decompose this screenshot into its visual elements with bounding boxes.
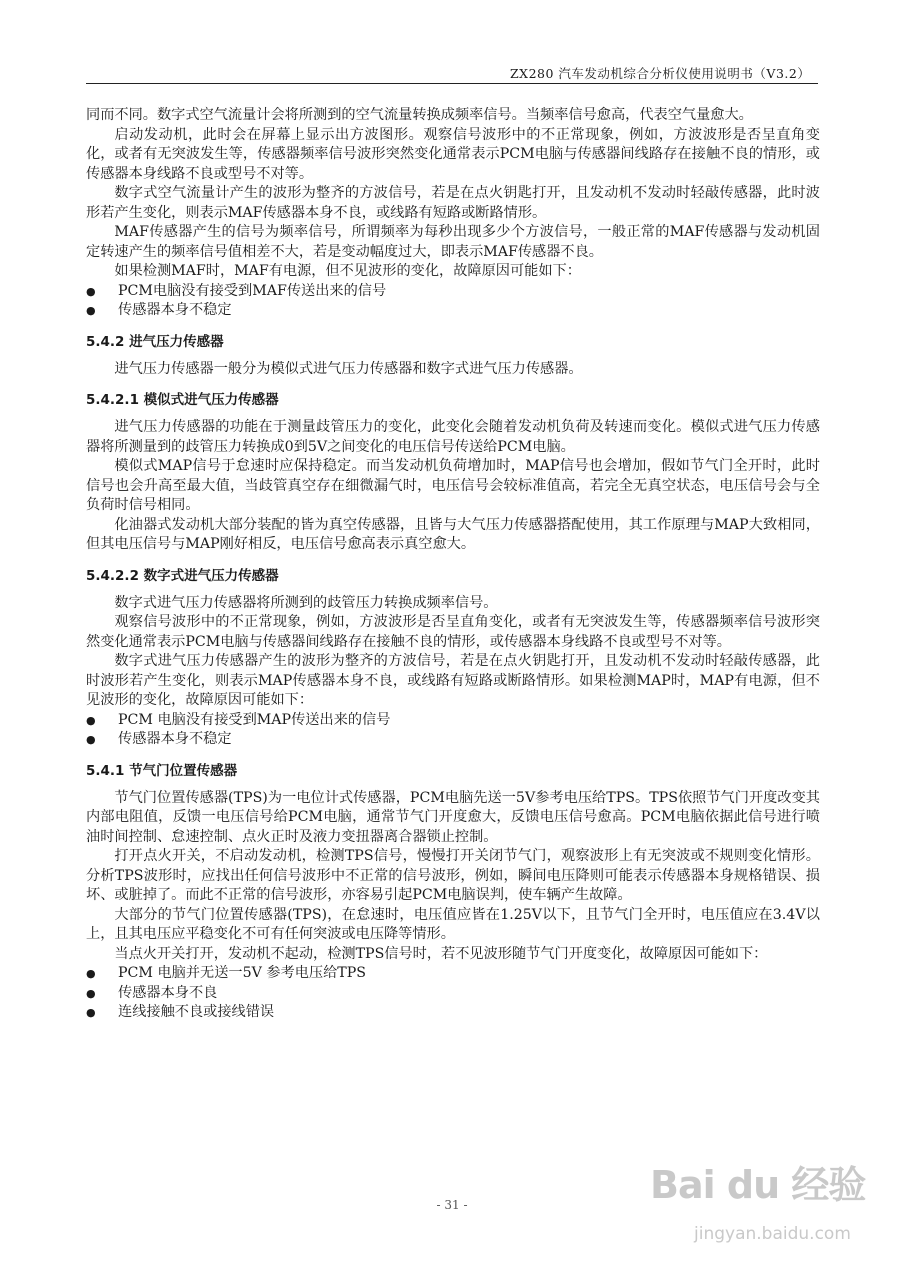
paragraph: MAF传感器产生的信号为频率信号，所谓频率为每秒出现多少个方波信号，一般正常的MAF传感器与发动机固定转速产生的频率信号值相差不大，若是变动幅度过大，即表示MAF传感器不良。 — [86, 224, 820, 260]
running-header: ZX280 汽车发动机综合分析仪使用说明书（V3.2） — [510, 66, 811, 81]
bullet-dot-icon: ● — [86, 304, 96, 317]
document-body — [86, 106, 820, 1023]
bullet-item — [86, 964, 820, 984]
header-rule — [86, 83, 818, 84]
bullet-dot-icon: ● — [86, 986, 96, 1000]
paragraph: 数字式进气压力传感器产生的波形为整齐的方波信号，若是在点火钥匙打开，且发动机不发动时轻敲传感器，此时波形若产生变化，则表示MAP传感器本身不良，或线路有短路或断路情形。如果检测MAP时，MAP有电源，但不见波形的变化，故障原因可能如下： — [86, 653, 820, 708]
bullet-text: PCM 电脑并无送一5V 参考电压给TPS — [118, 965, 367, 981]
bullet-dot-icon: ● — [86, 713, 96, 727]
section-heading: 5.4.1 节气门位置传感器 — [86, 762, 238, 779]
paragraph: 数字式空气流量计产生的波形为整齐的方波信号，若是在点火钥匙打开，且发动机不发动时轻敲传感器，此时波形若产生变化，则表示MAF传感器本身不良，或线路有短路或断路情形。 — [86, 185, 820, 221]
bullet-text: 传感器本身不良 — [118, 984, 218, 1001]
bullet-item — [86, 282, 820, 302]
bullet-text: 传感器本身不稳定 — [118, 302, 232, 318]
bullet-dot-icon: ● — [86, 967, 96, 980]
paragraph: 大部分的节气门位置传感器(TPS)，在怠速时，电压值应皆在1.25V以下，且节气门全开时，电压值应在3.4V以上，且其电压应平稳变化不可有任何突波或电压降等情形。 — [86, 906, 820, 942]
bullet-item — [86, 1003, 820, 1023]
bullet-text: 传感器本身不稳定 — [118, 731, 232, 747]
paragraph: 打开点火开关，不启动发动机，检测TPS信号，慢慢打开关闭节气门，观察波形上有无突波或不规则变化情形。分析TPS波形时，应找出任何信号波形中不正常的信号波形，例如，瞬间电压降则可能表示传感器本身规格错误、损坏、或脏掉了。而此不正常的信号波形，亦容易引起PCM电脑误判，使车辆产生故障。 — [86, 848, 820, 903]
bullet-text: 连线接触不良或接线错误 — [118, 1004, 275, 1020]
page-number: - 31 - — [436, 1198, 468, 1212]
bullet-dot-icon: ● — [86, 284, 96, 298]
section-heading: 5.4.2.2 数字式进气压力传感器 — [86, 567, 279, 584]
section-heading: 5.4.2 进气压力传感器 — [86, 333, 224, 350]
bullet-dot-icon: ● — [86, 1006, 96, 1019]
paragraph: 进气压力传感器一般分为模似式进气压力传感器和数字式进气压力传感器。 — [114, 360, 583, 377]
bullet-text: PCM电脑没有接受到MAF传送出来的信号 — [118, 282, 387, 299]
section-heading: 5.4.2.1 模似式进气压力传感器 — [86, 392, 279, 408]
baidu-watermark — [650, 1154, 890, 1274]
paragraph: 进气压力传感器的功能在于测量歧管压力的变化，此变化会随着发动机负荷及转速而变化。模似式进气压力传感器将所测量到的歧管压力转换成0到5V之间变化的电压信号传送给PCM电脑。 — [86, 419, 820, 455]
bullet-item — [86, 711, 820, 731]
paragraph: 模似式MAP信号于怠速时应保持稳定。而当发动机负荷增加时，MAP信号也会增加，假如节气门全开时，此时信号也会升高至最大值，当歧管真空存在细微漏气时，电压信号会较标准值高，若完全无真空状态，电压信号会与全负荷时信号相同。 — [86, 458, 820, 513]
bullet-item — [86, 301, 820, 321]
bullet-text: PCM 电脑没有接受到MAP传送出来的信号 — [118, 711, 391, 728]
paragraph: 启动发动机，此时会在屏幕上显示出方波图形。观察信号波形中的不正常现象，例如，方波波形是否呈直角变化，或者有无突波发生等，传感器频率信号波形突然变化通常表示PCM电脑与传感器间线路存在接触不良的情形，或传感器本身线路不良或型号不对等。 — [86, 126, 820, 182]
paragraph: 观察信号波形中的不正常现象，例如，方波波形是否呈直角变化，或者有无突波发生等，传感器频率信号波形突然变化通常表示PCM电脑与传感器间线路存在接触不良的情形，或传感器本身线路不良或型号不对等。 — [86, 614, 820, 650]
watermark-logo: Bai du 经验 — [650, 1163, 866, 1207]
paragraph: 当点火开关打开，发动机不起动，检测TPS信号时，若不见波形随节气门开度变化，故障原因可能如下： — [114, 945, 768, 962]
bullet-item — [86, 984, 820, 1004]
watermark-url: jingyan.baidu.com — [694, 1224, 851, 1244]
bullet-item — [86, 730, 820, 750]
paragraph: 同而不同。数字式空气流量计会将所测到的空气流量转换成频率信号。当频率信号愈高，代表空气量愈大。 — [86, 107, 753, 123]
paragraph: 节气门位置传感器(TPS)为一电位计式传感器，PCM电脑先送一5V参考电压给TPS。TPS依照节气门开度改变其内部电阻值，反馈一电压信号给PCM电脑，通常节气门开度愈大，反馈电压信号愈高。PCM电脑依据此信号进行喷油时间控制、怠速控制、点火正时及液力变扭器离合器锁止控制。 — [86, 789, 820, 845]
bullet-dot-icon: ● — [86, 733, 96, 746]
paragraph: 数字式进气压力传感器将所测到的歧管压力转换成频率信号。 — [114, 594, 498, 611]
paragraph: 如果检测MAF时，MAF有电源，但不见波形的变化，故障原因可能如下： — [114, 263, 581, 279]
paragraph: 化油器式发动机大部分装配的皆为真空传感器，且皆与大气压力传感器搭配使用，其工作原理与MAP大致相同，但其电压信号与MAP刚好相反，电压信号愈高表示真空愈大。 — [86, 516, 820, 552]
